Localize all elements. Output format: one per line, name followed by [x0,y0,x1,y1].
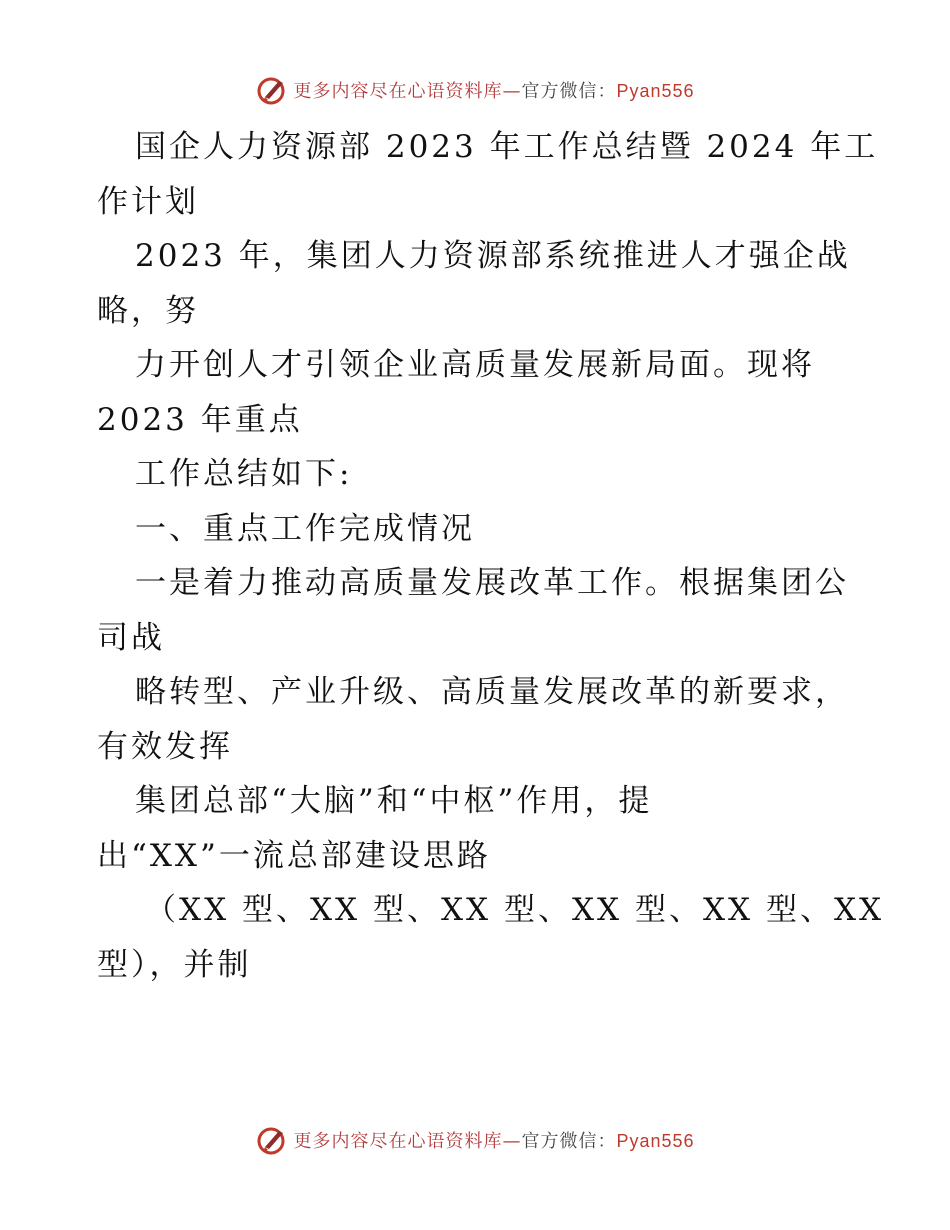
watermark-account: Pyan556 [616,1131,695,1151]
watermark-text [293,1127,694,1153]
doc-text-line: 出“XX”一流总部建设思路 [97,837,491,874]
doc-title-line-2: 作计划 [97,183,199,220]
watermark-account: Pyan556 [616,81,695,101]
pen-logo-icon [255,73,289,107]
doc-text-line: 工作总结如下: [135,456,353,492]
footer-watermark-banner [0,1120,950,1160]
watermark-dash: — [502,1131,522,1152]
doc-text-line: 有效发挥 [97,728,233,765]
doc-text-line: 力开创人才引领企业高质量发展新局面。现将 [135,347,815,383]
doc-text-line: （XX 型、XX 型、XX 型、XX 型、XX 型、XX [145,892,885,928]
watermark-wechat-label: 官方微信： [521,1131,617,1152]
doc-text-line: 司战 [97,619,165,656]
doc-text-line: 2023 年重点 [97,401,303,438]
doc-text-line: 略，努 [97,292,199,329]
header-watermark-banner [0,70,950,110]
section-heading: 一、重点工作完成情况 [135,510,475,547]
document-body [97,120,885,992]
doc-text-line: 一是着力推动高质量发展改革工作。根据集团公 [135,565,849,601]
pen-logo-icon [255,1123,289,1157]
watermark-prefix: 更多内容尽在心语资料库 [293,81,503,102]
doc-title-line-1: 国企人力资源部 2023 年工作总结暨 2024 年工 [135,129,879,165]
watermark-dash: — [502,81,522,102]
doc-text-line: 略转型、产业升级、高质量发展改革的新要求， [135,674,849,710]
watermark-wechat-label: 官方微信： [521,81,617,102]
doc-text-line: 2023 年，集团人力资源部系统推进人才强企战 [135,238,851,274]
watermark-text [293,77,694,103]
watermark-prefix: 更多内容尽在心语资料库 [293,1131,503,1152]
doc-text-line: 集团总部“大脑”和“中枢”作用，提 [135,783,653,819]
doc-text-line: 型），并制 [97,946,252,983]
